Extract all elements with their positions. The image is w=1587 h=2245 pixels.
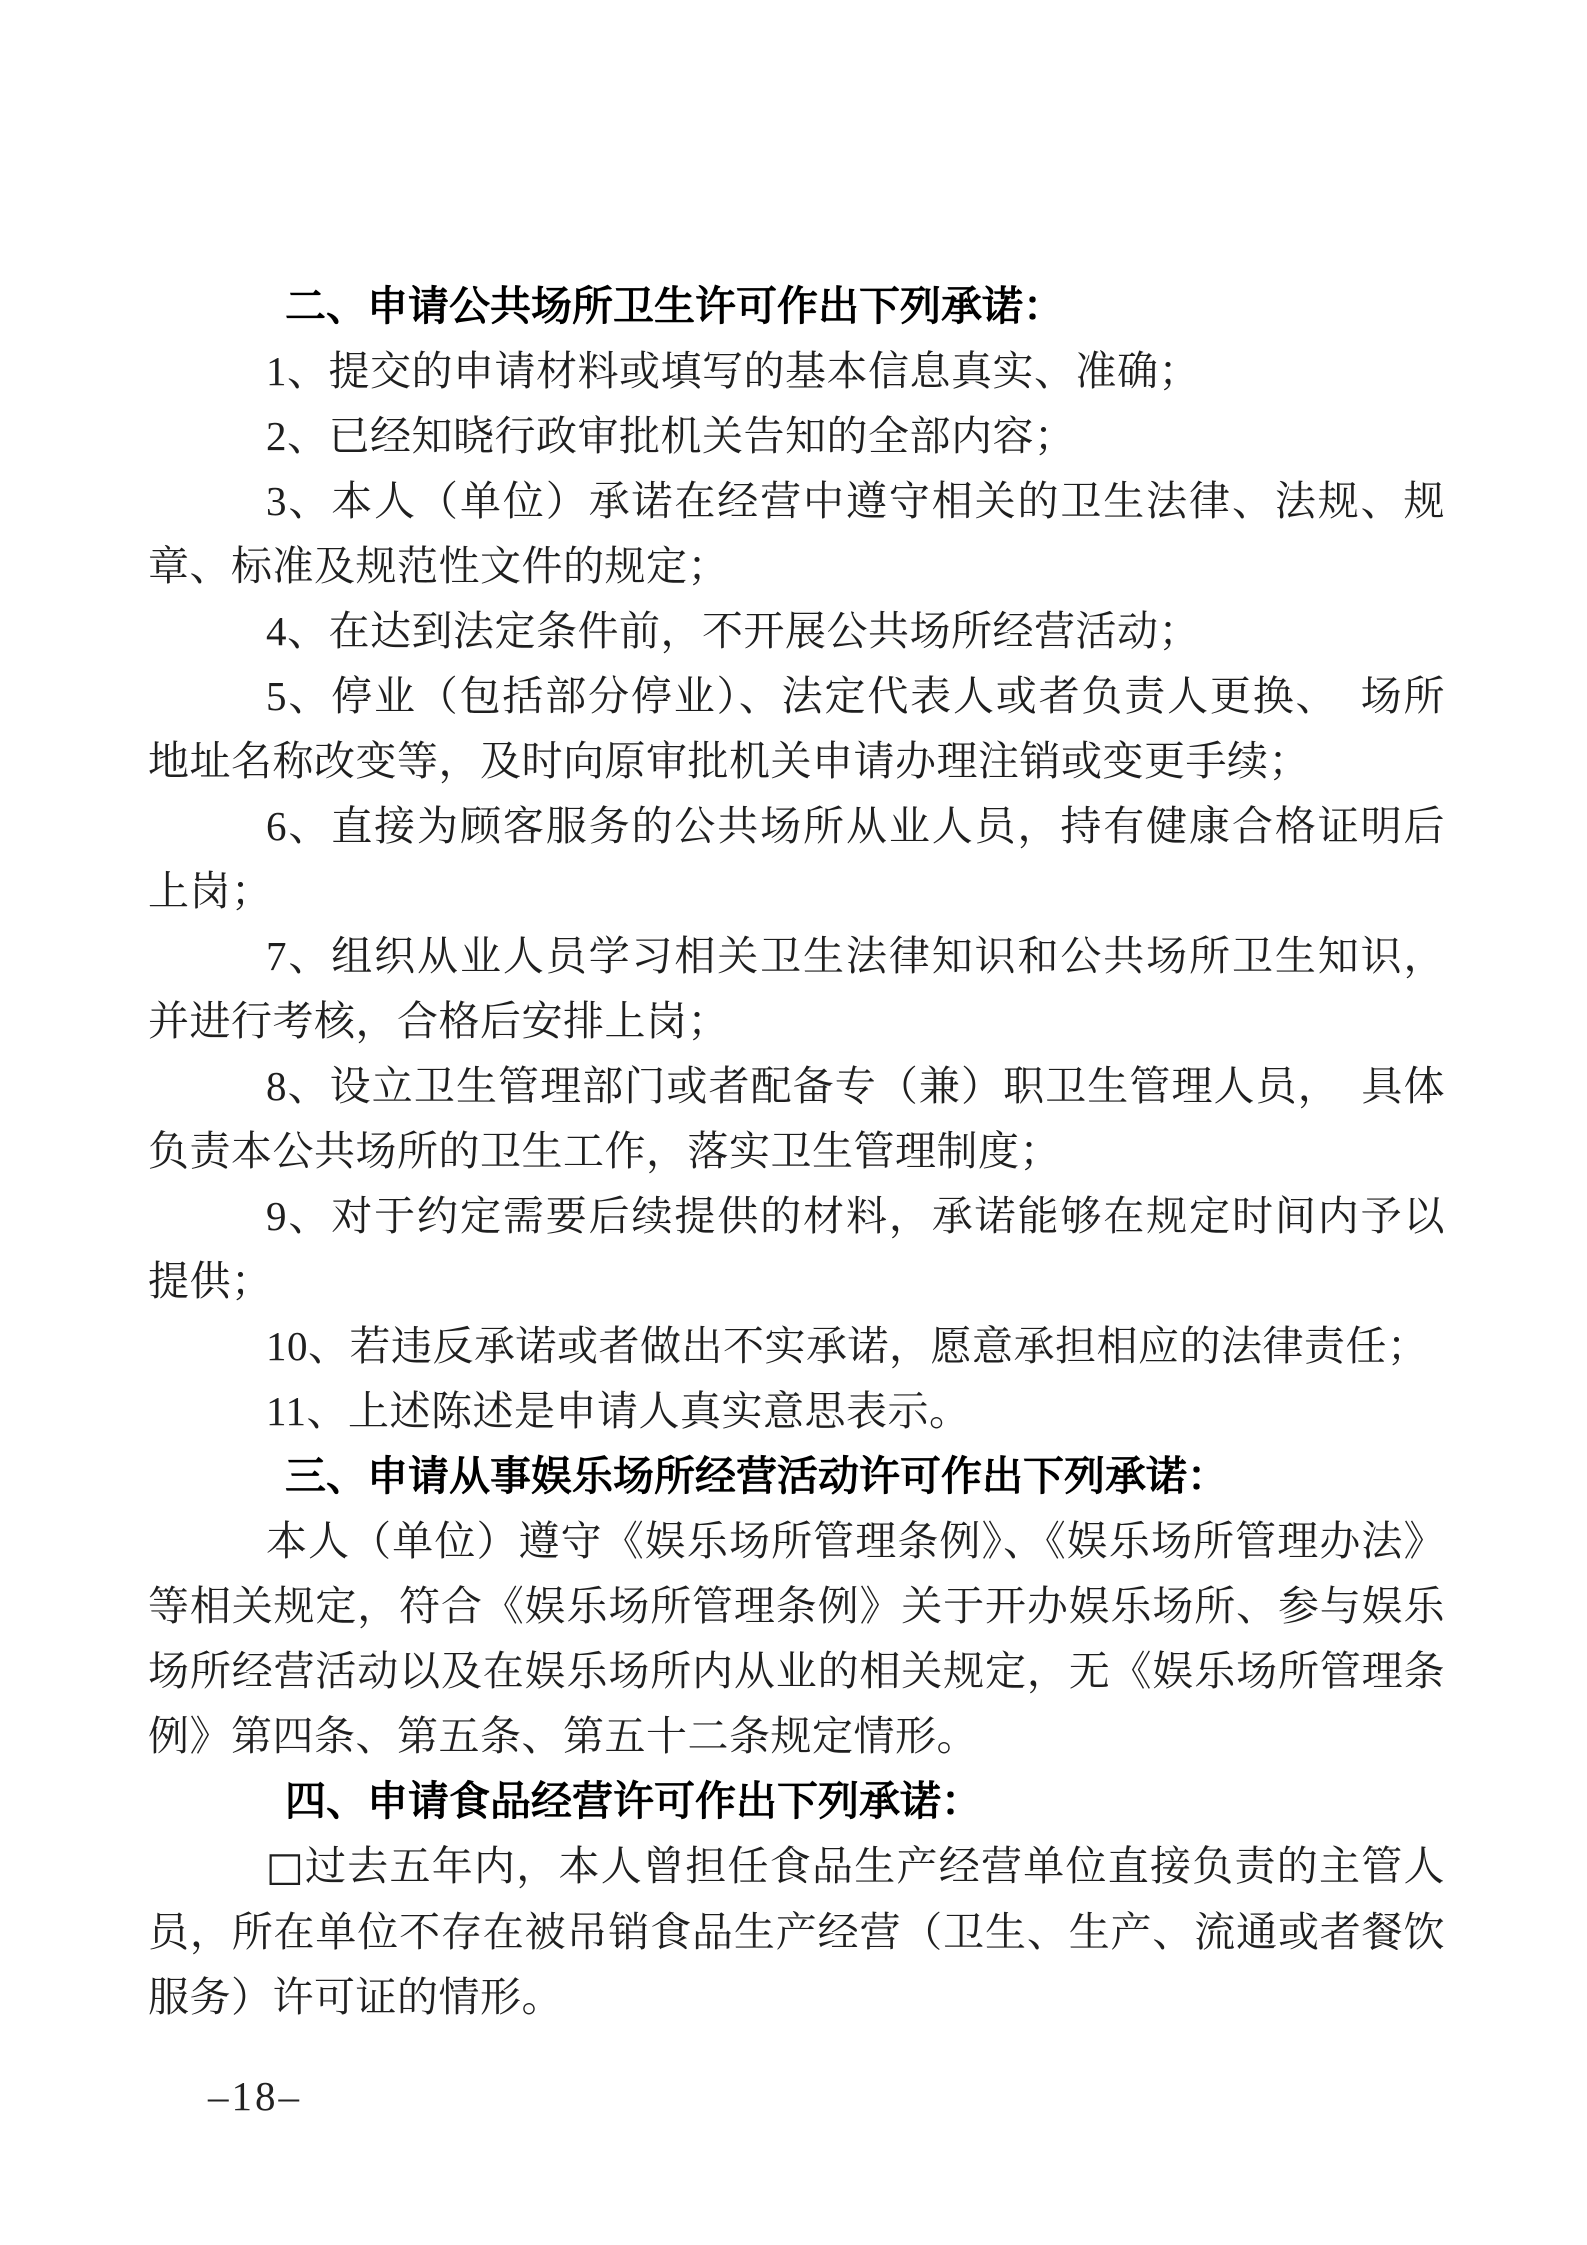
commitment-item-3: 3、本人（单位）承诺在经营中遵守相关的卫生法律、法规、规章、标准及规范性文件的规定； (148, 478, 1445, 589)
commitment-item-10: 10、若违反承诺或者做出不实承诺，愿意承担相应的法律责任； (266, 1323, 1429, 1369)
commitment-item-8: 8、设立卫生管理部门或者配备专（兼）职卫生管理人员， 具体负责本公共场所的卫生工作，落实卫生管理制度； (148, 1063, 1445, 1174)
commitment-item-7: 7、组织从业人员学习相关卫生法律知识和公共场所卫生知识，并进行考核，合格后安排上岗； (148, 933, 1445, 1044)
food-commitment-text: 过去五年内，本人曾担任食品生产经营单位直接负责的主管人员，所在单位不存在被吊销食品生产经营（卫生、生产、流通或者餐饮服务）许可证的情形。 (148, 1843, 1445, 2020)
food-commitment-paragraph (148, 1834, 1445, 2030)
commitment-item-5: 5、停业（包括部分停业）、法定代表人或者负责人更换、 场所地址名称改变等，及时向原审批机关申请办理注销或变更手续； (148, 673, 1445, 784)
commitment-item-2: 2、已经知晓行政审批机关告知的全部内容； (266, 413, 1076, 459)
section-heading-public-places: 二、申请公共场所卫生许可作出下列承诺： (285, 283, 1064, 329)
commitment-item-1: 1、提交的申请材料或填写的基本信息真实、准确； (266, 348, 1200, 394)
section-heading-entertainment: 三、申请从事娱乐场所经营活动许可作出下列承诺： (285, 1453, 1228, 1499)
section-heading-food: 四、申请食品经营许可作出下列承诺： (285, 1778, 982, 1824)
commitment-item-9: 9、对于约定需要后续提供的材料，承诺能够在规定时间内予以提供； (148, 1193, 1445, 1304)
commitment-item-4: 4、在达到法定条件前，不开展公共场所经营活动； (266, 608, 1200, 654)
checkbox-icon: □ (266, 1844, 306, 1890)
document-body (148, 274, 1445, 2030)
entertainment-commitment-text: 本人（单位）遵守《娱乐场所管理条例》、《娱乐场所管理办法》等相关规定，符合《娱乐场所管理条例》关于开办娱乐场所、参与娱乐场所经营活动以及在娱乐场所内从业的相关规定，无《娱乐场所管理条例》第四条、第五条、第五十二条规定情形。 (148, 1518, 1445, 1759)
commitment-item-11: 11、上述陈述是申请人真实意思表示。 (266, 1388, 971, 1434)
commitment-item-6: 6、直接为顾客服务的公共场所从业人员，持有健康合格证明后上岗； (148, 803, 1445, 914)
page-number: –18– (208, 2073, 302, 2119)
